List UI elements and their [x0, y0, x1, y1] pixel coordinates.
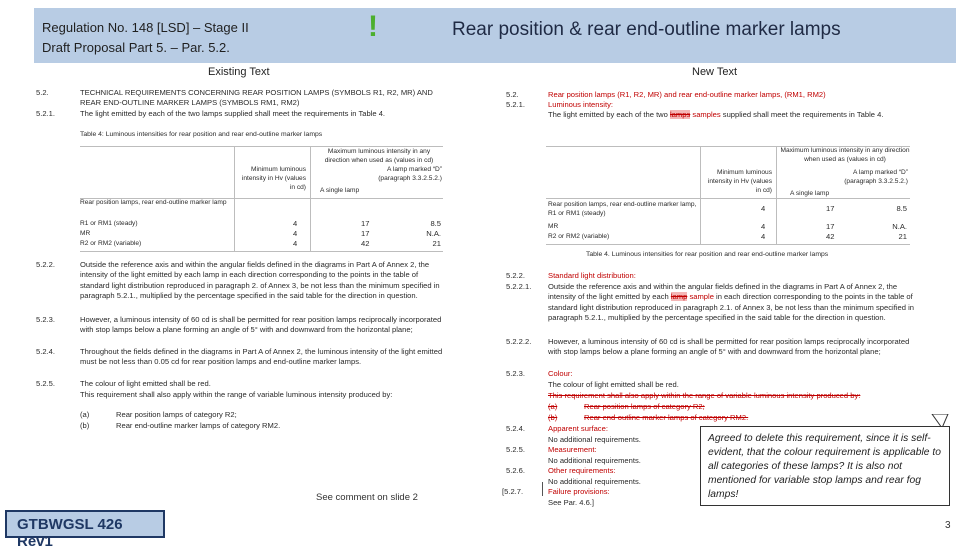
- new-deleted-apply: This requirement shall also apply within the range of variable luminous intensity produced by:: [548, 391, 861, 400]
- existing-para-5-2-3: However, a luminous intensity of 60 cd is shall be permitted for rear position lamps reciprocally incorporated with stop lamps below a plane forming an angle of 5° with and downward from the horizontal plane;: [80, 315, 442, 335]
- footer-document-id: GTBWGSL 426 Rev1: [5, 510, 165, 538]
- existing-para-5-2-1: The light emitted by each of the two lamps supplied shall meet the requirements in Table 4.: [80, 109, 386, 118]
- new-para-5-2-1-pre: The light emitted by each of the two: [548, 110, 670, 119]
- new-para-5-2-1: [548, 110, 928, 120]
- new-num-5-2-7: [5.2.7.: [502, 487, 524, 496]
- new-num-5-2-6: 5.2.6.: [506, 466, 525, 475]
- new-num-5-2-4: 5.2.4.: [506, 424, 525, 433]
- new-num-5-2-2-1: 5.2.2.1.: [506, 282, 532, 291]
- new-row-2-min: 4: [761, 222, 766, 231]
- new-see-par: See Par. 4.6.]: [548, 498, 595, 507]
- regulation-line-2: Draft Proposal Part 5. – Par. 5.2.: [42, 40, 230, 55]
- new-no-add-2: No additional requirements.: [548, 456, 641, 465]
- new-row-1-single: 17: [826, 204, 835, 213]
- new-row-3-single: 42: [826, 232, 835, 241]
- new-inserted-samples: samples: [692, 110, 721, 119]
- new-failure-provisions: Failure provisions:: [548, 487, 610, 496]
- new-inserted-sample: sample: [689, 292, 714, 302]
- existing-para-apply: This requirement shall also apply within the range of variable luminous intensity produced by:: [80, 390, 393, 399]
- existing-row-1-marked: 8.5: [430, 219, 441, 228]
- existing-num-5-2: 5.2.: [36, 88, 49, 97]
- see-comment-note: See comment on slide 2: [316, 492, 418, 503]
- new-luminous-intensity: Luminous intensity:: [548, 100, 614, 109]
- existing-item-a: Rear position lamps of category R2;: [116, 410, 237, 419]
- new-deleted-lamp: lamp: [670, 292, 688, 302]
- existing-para-5-2: TECHNICAL REQUIREMENTS CONCERNING REAR POSITION LAMPS (SYMBOLS R1, R2, MR) AND REAR END-OUTLINE MARKER LAMPS (SYMBOLS RM1, RM2): [80, 88, 433, 108]
- existing-num-5-2-5: 5.2.5.: [36, 379, 55, 388]
- new-deleted-b: Rear end-outline marker lamps of category RM2.: [584, 413, 749, 422]
- existing-para-5-2-4: Throughout the fields defined in the diagrams in Part A of Annex 2, the luminous intensity of the light emitted must be not less than 0.05 cd for rear position lamps and end-outline marker lamps.: [80, 347, 443, 367]
- slide-title: Rear position & rear end-outline marker lamps: [452, 19, 841, 40]
- new-apparent-surface: Apparent surface:: [548, 424, 608, 433]
- existing-col-single: A single lamp: [320, 187, 360, 194]
- exclamation-icon: !: [368, 10, 378, 43]
- new-col-max: Maximum luminous intensity in any direction when used as (values in cd): [780, 147, 910, 163]
- existing-item-b-label: (b): [80, 421, 90, 430]
- new-num-5-2-1: 5.2.1.: [506, 100, 525, 109]
- existing-row-1-label: R1 or RM1 (steady): [80, 220, 138, 227]
- existing-row-3-single: 42: [361, 239, 370, 248]
- new-deleted-lamps: lamps: [670, 110, 691, 119]
- existing-num-5-2-3: 5.2.3.: [36, 315, 55, 324]
- existing-row-label: Rear position lamps, rear end-outline marker lamp: [80, 199, 227, 206]
- existing-para-5-2-5: The colour of light emitted shall be red.: [80, 379, 211, 388]
- new-num-5-2: 5.2.: [506, 90, 519, 99]
- new-no-add-3: No additional requirements.: [548, 477, 641, 486]
- new-num-5-2-2-2: 5.2.2.2.: [506, 337, 532, 346]
- new-row-3-marked: 21: [898, 232, 907, 241]
- existing-num-5-2-4: 5.2.4.: [36, 347, 55, 356]
- new-row-3-label: R2 or RM2 (variable): [548, 233, 610, 240]
- existing-item-b: Rear end-outline marker lamps of category RM2.: [116, 421, 281, 430]
- existing-col-max: Maximum luminous intensity in any direction when used as (values in cd): [324, 148, 434, 164]
- existing-row-3-marked: 21: [432, 239, 441, 248]
- new-col-min: Minimum luminous intensity in Hv (values in cd): [707, 169, 772, 194]
- existing-num-5-2-2: 5.2.2.: [36, 260, 55, 269]
- regulation-line-1: Regulation No. 148 [LSD] – Stage II: [42, 20, 249, 35]
- comment-callout: Agreed to delete this requirement, since it is self-evident, that the colour requirement is applicable to all categories of these lamps? It is also not mentioned for variable stop lamps and rear fog lamps!: [700, 426, 950, 506]
- new-no-add-1: No additional requirements.: [548, 435, 641, 444]
- new-standard-light: Standard light distribution:: [548, 271, 636, 280]
- existing-col-min: Minimum luminous intensity in Hv (values in cd): [241, 166, 306, 191]
- page-number: 3: [945, 520, 951, 531]
- existing-col-marked: A lamp marked “D” (paragraph 3.3.2.5.2.): [378, 166, 442, 182]
- existing-table-caption: Table 4: Luminous intensities for rear position and rear end-outline marker lamps: [80, 131, 323, 138]
- new-para-a-post: in each direction corresponding to the points in the table of standard light distribution reproduced in paragraph 2.1. of Annex 3, be not less than the minimum specified in paragraph 5.2.1., multiplied by the percentage specified in the said table for the direction in question.: [548, 292, 914, 322]
- existing-para-5-2-2: Outside the reference axis and within the angular fields defined in the diagrams in Part A of Annex 2, the intensity of the light emitted by each lamp in each direction corresponding to the points in the table of standard light distribution reproduced in paragraph 2. of Annex 3, be not less than the minimum specified in paragraph 5.2.1., multiplied by the percentage specified in the said table for the direction in question.: [80, 260, 440, 300]
- new-row-1-min: 4: [761, 204, 766, 213]
- new-colour-heading: Colour:: [548, 369, 573, 378]
- new-para-5-2: Rear position lamps (R1, R2, MR) and rear end-outline marker lamps, (RM1, RM2): [548, 90, 826, 99]
- existing-row-2-marked: N.A.: [426, 229, 441, 238]
- new-para-5-2-1-post: supplied shall meet the requirements in Table 4.: [720, 110, 884, 119]
- existing-row-2-min: 4: [293, 229, 298, 238]
- new-text-heading: New Text: [692, 66, 738, 78]
- existing-row-1-single: 17: [361, 219, 370, 228]
- new-para-5-2-2-1: [548, 282, 918, 323]
- new-deleted-b-label: (b): [548, 413, 558, 422]
- new-colour-text: The colour of light emitted shall be red.: [548, 380, 679, 389]
- new-num-5-2-5: 5.2.5.: [506, 445, 525, 454]
- existing-row-2-label: MR: [80, 230, 91, 237]
- new-row-2-marked: N.A.: [892, 222, 907, 231]
- new-row-2-single: 17: [826, 222, 835, 231]
- existing-row-3-min: 4: [293, 239, 298, 248]
- existing-item-a-label: (a): [80, 410, 90, 419]
- existing-row-3-label: R2 or RM2 (variable): [80, 240, 142, 247]
- new-other-requirements: Other requirements:: [548, 466, 616, 475]
- new-num-5-2-2: 5.2.2.: [506, 271, 525, 280]
- new-row-label: Rear position lamps, rear end-outline marker lamp, R1 or RM1 (steady): [548, 201, 697, 217]
- new-para-a-pre: Outside the reference axis and within the angular fields defined in the diagrams in Part A of Annex 2, the intensity of the light emitted by each: [548, 282, 898, 302]
- existing-row-1-min: 4: [293, 219, 298, 228]
- new-table-caption: Table 4. Luminous intensities for rear position and rear end-outline marker lamps: [586, 251, 829, 258]
- new-measurement: Measurement:: [548, 445, 597, 454]
- new-num-5-2-3: 5.2.3.: [506, 369, 525, 378]
- new-row-3-min: 4: [761, 232, 766, 241]
- existing-num-5-2-1: 5.2.1.: [36, 109, 55, 118]
- new-row-2-label: MR: [548, 223, 559, 230]
- new-col-marked: A lamp marked “D” (paragraph 3.3.2.5.2.): [844, 169, 908, 185]
- new-deleted-a-label: (a): [548, 402, 558, 411]
- header-banner: [34, 8, 956, 63]
- existing-row-2-single: 17: [361, 229, 370, 238]
- new-para-5-2-2-2: However, a luminous intensity of 60 cd is shall be permitted for rear position lamps reciprocally incorporated with stop lamps below a plane forming an angle of 5° with and downward from the horizontal plane;: [548, 337, 910, 357]
- new-deleted-a: Rear position lamps of category R2;: [584, 402, 705, 411]
- new-row-1-marked: 8.5: [896, 204, 907, 213]
- existing-text-heading: Existing Text: [208, 66, 270, 78]
- new-col-single: A single lamp: [790, 190, 830, 197]
